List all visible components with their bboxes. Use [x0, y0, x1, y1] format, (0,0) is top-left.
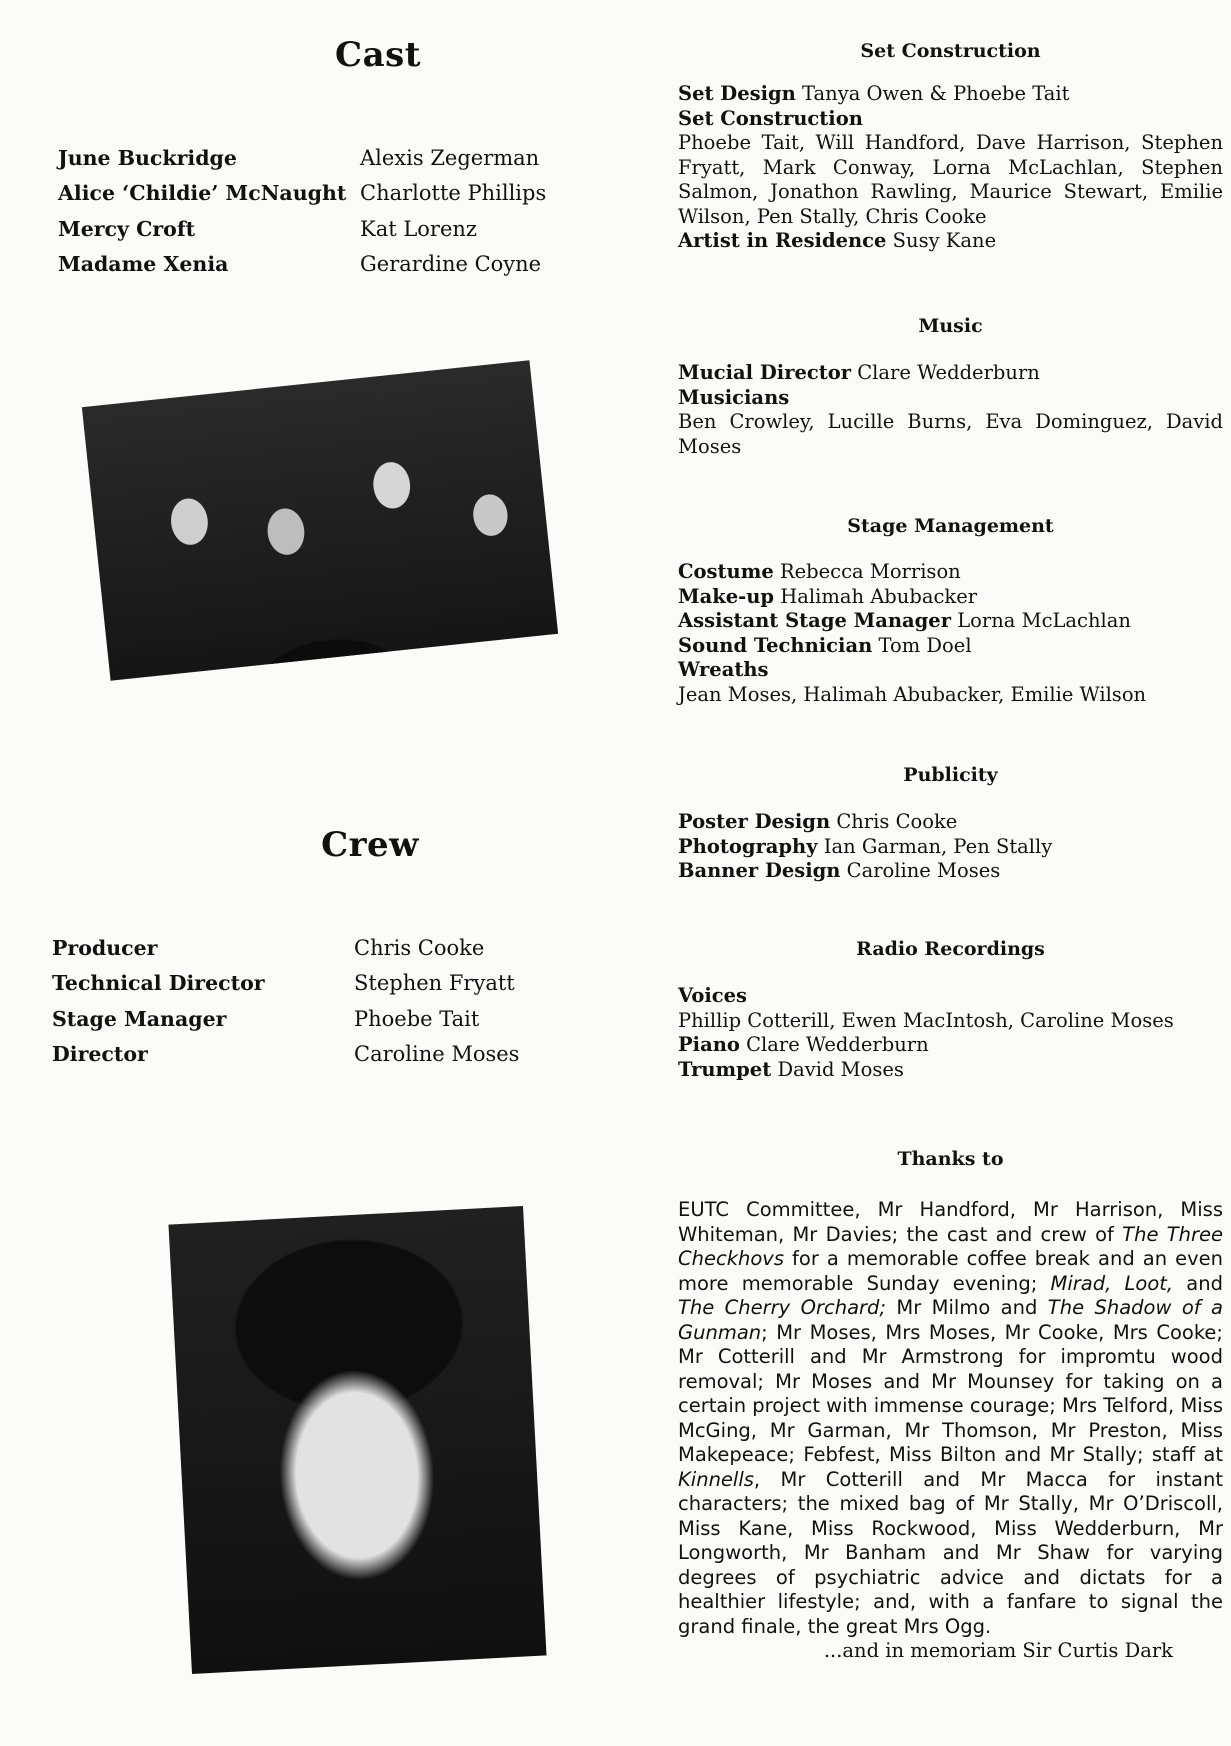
- crew-member: Phoebe Tait: [354, 1006, 480, 1031]
- crew-heading: Crew: [321, 825, 419, 865]
- sound-label: Sound Technician: [678, 633, 873, 657]
- trumpet-line: [678, 1058, 1223, 1083]
- crew-member: Chris Cooke: [354, 935, 485, 960]
- makeup-value: Halimah Abubacker: [780, 584, 978, 608]
- cast-role: Mercy Croft: [58, 216, 196, 241]
- set-construction-heading: Set Construction: [860, 40, 1041, 62]
- wreaths-value: Jean Moses, Halimah Abubacker, Emilie Wilson: [678, 682, 1147, 706]
- cast-heading: Cast: [335, 35, 421, 75]
- thanks-text: Mr Milmo and: [886, 1296, 1048, 1319]
- crew-row: [52, 1037, 519, 1073]
- trumpet-value: David Moses: [777, 1057, 904, 1081]
- thanks-text: for a memorable coffee break and an even more memorable Sunday evening;: [678, 1247, 1223, 1295]
- sound-line: [678, 634, 1223, 659]
- crew-row: [52, 930, 519, 966]
- costume-label: Costume: [678, 560, 774, 583]
- thanks-title: The Cherry Orchard;: [678, 1296, 887, 1319]
- cast-row: [58, 140, 546, 176]
- set-construction-label: [678, 107, 1223, 132]
- crew-row: [52, 1001, 519, 1037]
- asm-line: [678, 609, 1223, 634]
- set-construction-value: Phoebe Tait, Will Handford, Dave Harrison, Stephen Fryatt, Mark Conway, Lorna McLachlan, Stephen Salmon, Jonathon Rawling, Maurice Stewart, Emilie Wilson, Pen Stally, Chris Cooke: [678, 131, 1223, 228]
- cast-actor: Alexis Zegerman: [360, 145, 540, 170]
- music-director-line: [678, 361, 1223, 386]
- thanks-text: EUTC Committee, Mr Handford, Mr Harrison, Miss Whiteman, Mr Davies; the cast and crew of: [678, 1198, 1223, 1246]
- thanks-text: and: [1173, 1271, 1223, 1295]
- photography-value: Ian Garman, Pen Stally: [823, 834, 1053, 858]
- thanks-text: ; Mr Moses, Mrs Moses, Mr Cooke, Mrs Cooke; Mr Cotterill and Mr Armstrong for impromtu wood removal; Mr Moses and Mr Mounsey for taking on a certain project with immense courage; Mrs Telford, Miss McGing, Mr Garman, Mr Thomson, Mr Preston, Miss Makepeace; Febfest, Miss Bilton and Mr Stally; staff at: [678, 1320, 1224, 1466]
- costume-value: Rebecca Morrison: [779, 560, 961, 583]
- set-construction-label-text: Set Construction: [678, 106, 863, 130]
- cast-role: Alice ‘Childie’ McNaught: [58, 181, 347, 206]
- asm-value: Lorna McLachlan: [957, 609, 1131, 632]
- thanks-text: , Mr Cotterill and Mr Macca for instant characters; the mixed bag of Mr Stally, Mr O’Driscoll, Miss Kane, Miss Rockwood, Miss Wedderburn, Mr Longworth, Mr Banham and Mr Shaw for varying degrees of psychiatric advice and dictats for a healthier lifestyle; and, with a fanfare to signal the grand finale, the great Mrs Ogg.: [678, 1467, 1223, 1638]
- crew-role: Producer: [52, 935, 158, 960]
- artist-line: [678, 229, 1223, 254]
- cast-role: Madame Xenia: [58, 252, 229, 277]
- cast-group-photo: [82, 360, 558, 681]
- sound-value: Tom Doel: [878, 633, 972, 657]
- thanks-section: [678, 1148, 1223, 1664]
- stage-management-section: [678, 515, 1223, 707]
- wreaths-label-line: [678, 658, 1223, 683]
- poster-value: Chris Cooke: [836, 810, 958, 833]
- piano-line: [678, 1033, 1223, 1058]
- artist-label: Artist in Residence: [678, 229, 887, 252]
- poster-line: [678, 810, 1223, 835]
- crew-row: [52, 966, 519, 1002]
- crew-member: Caroline Moses: [354, 1042, 520, 1067]
- thanks-title: The Three Checkhovs: [678, 1222, 1224, 1270]
- radio-heading: Radio Recordings: [856, 938, 1045, 960]
- portrait-photo: [168, 1206, 546, 1674]
- wreaths-label: Wreaths: [678, 658, 769, 681]
- publicity-heading: Publicity: [903, 764, 998, 786]
- stage-management-heading: Stage Management: [847, 515, 1054, 537]
- cast-role: June Buckridge: [58, 145, 237, 170]
- piano-value: Clare Wedderburn: [746, 1033, 929, 1056]
- memoriam-line: ...and in memoriam Sir Curtis Dark: [823, 1639, 1173, 1662]
- radio-section: [678, 938, 1223, 1082]
- music-director-label: Mucial Director: [678, 361, 852, 384]
- crew-member: Stephen Fryatt: [354, 971, 515, 996]
- thanks-title: Mirad, Loot,: [1050, 1271, 1174, 1295]
- crew-role: Stage Manager: [52, 1006, 227, 1031]
- musicians-value: Ben Crowley, Lucille Burns, Eva Dominguez, David Moses: [678, 410, 1223, 458]
- publicity-section: [678, 764, 1223, 884]
- voices-label: Voices: [678, 984, 748, 1007]
- set-design-label: Set Design: [678, 82, 796, 105]
- set-design-value: Tanya Owen & Phoebe Tait: [802, 82, 1070, 105]
- banner-line: [678, 859, 1223, 884]
- trumpet-label: Trumpet: [678, 1057, 772, 1081]
- cast-row: [58, 247, 546, 283]
- photography-line: [678, 835, 1223, 860]
- cast-row: [58, 211, 546, 247]
- poster-label: Poster Design: [678, 810, 831, 833]
- set-construction-section: [678, 40, 1223, 254]
- banner-value: Caroline Moses: [846, 859, 1001, 882]
- music-director-value: Clare Wedderburn: [857, 361, 1040, 384]
- makeup-label: Make-up: [678, 584, 775, 608]
- cast-row: [58, 176, 546, 212]
- thanks-body: [678, 1198, 1223, 1639]
- thanks-title: Kinnells: [678, 1467, 754, 1491]
- makeup-line: [678, 585, 1223, 610]
- musicians-label-line: [678, 386, 1223, 411]
- cast-actor: Charlotte Phillips: [360, 181, 547, 206]
- voices-value: Phillip Cotterill, Ewen MacIntosh, Caroline Moses: [678, 1008, 1174, 1032]
- crew-role: Technical Director: [52, 971, 265, 996]
- music-heading: Music: [918, 315, 983, 337]
- cast-list: [58, 140, 546, 282]
- artist-value: Susy Kane: [892, 229, 997, 252]
- music-section: [678, 315, 1223, 459]
- banner-label: Banner Design: [678, 859, 841, 882]
- asm-label: Assistant Stage Manager: [678, 609, 951, 632]
- costume-line: [678, 560, 1223, 585]
- crew-role: Director: [52, 1042, 148, 1067]
- crew-list: [52, 930, 519, 1072]
- thanks-heading: Thanks to: [897, 1148, 1004, 1170]
- set-design-line: [678, 82, 1223, 107]
- cast-actor: Gerardine Coyne: [360, 252, 542, 277]
- voices-label-line: [678, 984, 1223, 1009]
- cast-actor: Kat Lorenz: [360, 216, 477, 241]
- thanks-title: The Shadow of a Gunman: [678, 1296, 1223, 1344]
- photography-label: Photography: [678, 834, 818, 858]
- musicians-label: Musicians: [678, 385, 790, 409]
- piano-label: Piano: [678, 1033, 740, 1056]
